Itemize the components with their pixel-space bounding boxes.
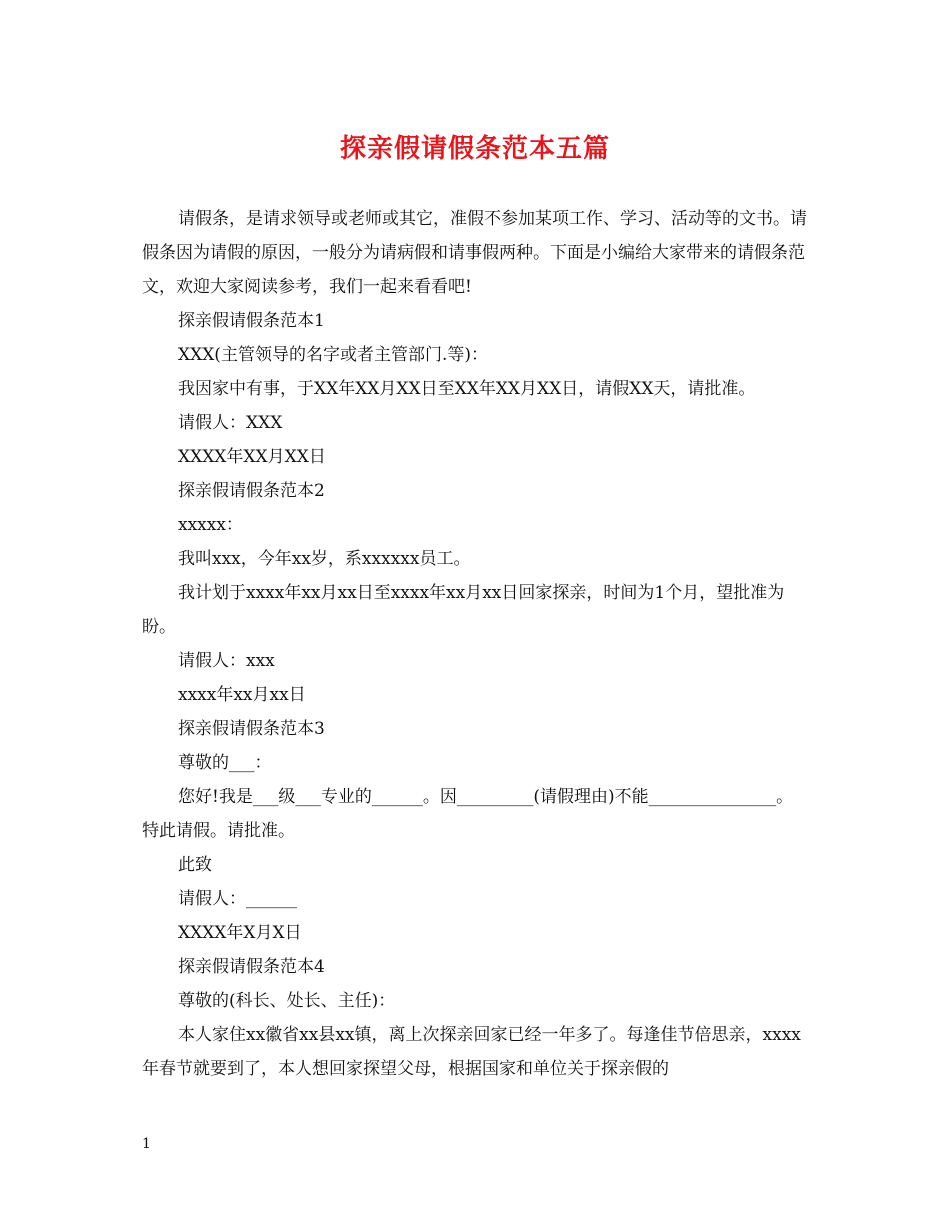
paragraph: 请假人：______ — [178, 889, 297, 909]
section-heading-4: 探亲假请假条范本4 — [178, 957, 325, 977]
paragraph: 我叫xxx，今年xx岁，系xxxxxx员工。 — [178, 549, 471, 569]
paragraph: 我计划于xxxx年xx月xx日至xxxx年xx月xx日回家探亲，时间为1个月，望批准为盼。 — [142, 583, 785, 637]
page-title: 探亲假请假条范本五篇 — [339, 134, 610, 164]
paragraph: 尊敬的___： — [178, 753, 272, 773]
paragraph: XXXX年X月X日 — [178, 923, 302, 943]
page-number: 1 — [142, 1136, 151, 1152]
paragraph: 此致 — [178, 855, 212, 875]
paragraph: 尊敬的(科长、处长、主任)： — [178, 991, 396, 1011]
section-heading-3: 探亲假请假条范本3 — [178, 719, 325, 739]
document-body — [142, 202, 810, 1086]
paragraph: XXX(主管领导的名字或者主管部门.等)： — [178, 345, 488, 365]
paragraph: 请假人：xxx — [178, 651, 275, 671]
paragraph: XXXX年XX月XX日 — [178, 447, 326, 467]
section-heading-1: 探亲假请假条范本1 — [178, 311, 325, 331]
paragraph: xxxxx： — [178, 515, 243, 535]
paragraph-intro: 请假条，是请求领导或老师或其它，准假不参加某项工作、学习、活动等的文书。请假条因为请假的原因，一般分为请病假和请事假两种。下面是小编给大家带来的请假条范文，欢迎大家阅读参考，我们一起来看看吧! — [142, 209, 807, 297]
section-heading-2: 探亲假请假条范本2 — [178, 481, 325, 501]
paragraph: 请假人：XXX — [178, 413, 283, 433]
paragraph: xxxx年xx月xx日 — [178, 685, 306, 705]
paragraph: 本人家住xx徽省xx县xx镇，离上次探亲回家已经一年多了。每逢佳节倍思亲，xxxx年春节就要到了，本人想回家探望父母，根据国家和单位关于探亲假的 — [142, 1025, 801, 1079]
paragraph: 我因家中有事，于XX年XX月XX日至XX年XX月XX日，请假XX天，请批准。 — [178, 379, 756, 399]
paragraph: 您好!我是___级___专业的______。因_________(请假理由)不能_______________。特此请假。请批准。 — [142, 787, 794, 841]
